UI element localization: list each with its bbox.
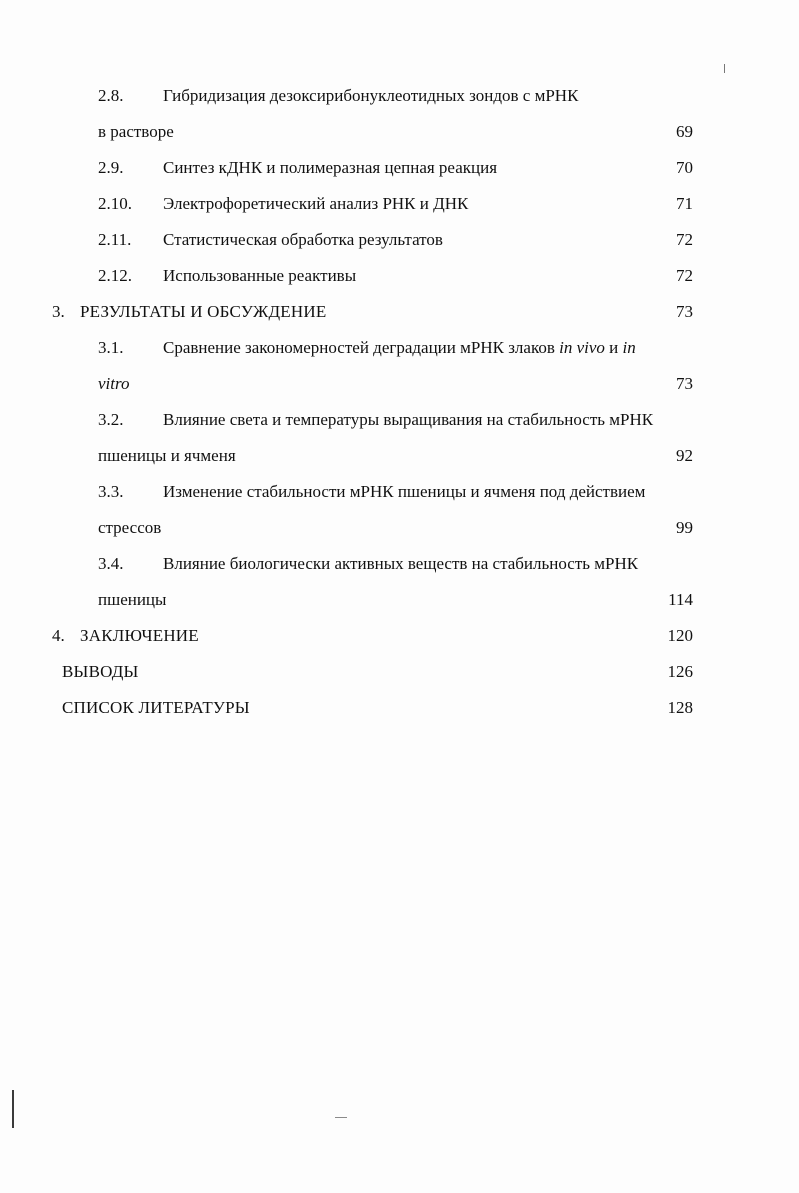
- toc-entry: [0, 186, 799, 222]
- toc-entry-page: 73: [676, 374, 693, 393]
- toc-entry-number: 2.11.: [98, 230, 132, 249]
- toc-entry-number: 4.: [52, 626, 65, 645]
- toc-entry-number: 3.: [52, 302, 65, 321]
- toc-entry-page: 73: [676, 302, 693, 321]
- toc-title-italic: in: [622, 338, 636, 357]
- toc-entry-title: Статистическая обработка результатов: [163, 230, 443, 249]
- toc-entry-title: ЗАКЛЮЧЕНИЕ: [80, 626, 199, 645]
- toc-entry-page: 70: [676, 158, 693, 177]
- toc-entry-number: 2.9.: [98, 158, 124, 177]
- toc-entry-title: ВЫВОДЫ: [62, 662, 139, 681]
- toc-entry-page: 120: [667, 626, 693, 645]
- toc-entry-page: 128: [667, 698, 693, 717]
- scan-edge-mark-left: [12, 1090, 14, 1128]
- toc-entry: [0, 294, 799, 330]
- toc-entry: [0, 150, 799, 186]
- toc-entry-title: Гибридизация дезоксирибонуклеотидных зондов с мРНК: [163, 86, 579, 105]
- toc-entry: [0, 546, 799, 618]
- toc-title-italic: in vivo: [559, 338, 605, 357]
- toc-entry-title: РЕЗУЛЬТАТЫ И ОБСУЖДЕНИЕ: [80, 302, 327, 321]
- toc-entry-number: 3.4.: [98, 554, 124, 573]
- toc-entry: [0, 258, 799, 294]
- toc-entry-title: Влияние света и температуры выращивания на стабильность мРНК: [163, 410, 654, 429]
- toc-entry-number: 3.3.: [98, 482, 124, 501]
- toc-entry-continuation: пшеницы: [98, 590, 167, 609]
- toc-entry-title: Электрофоретический анализ РНК и ДНК: [163, 194, 469, 213]
- toc-entry-continuation: vitro: [98, 374, 130, 393]
- toc-entry-page: 71: [676, 194, 693, 213]
- toc-entry-continuation: стрессов: [98, 518, 162, 537]
- toc-entry-title: [163, 330, 636, 366]
- toc-entry: [0, 78, 799, 150]
- toc-entry-continuation: пшеницы и ячменя: [98, 446, 236, 465]
- toc-entry-page: 126: [667, 662, 693, 681]
- toc-title-part: Сравнение закономерностей деградации мРНК злаков: [163, 338, 560, 357]
- page-edge-mark-top: [724, 64, 725, 73]
- toc-entry: [0, 474, 799, 546]
- toc-entry-page: 72: [676, 266, 693, 285]
- toc-entry: [0, 654, 799, 690]
- toc-entry-title: Синтез кДНК и полимеразная цепная реакция: [163, 158, 498, 177]
- toc-entry: [0, 330, 799, 402]
- toc-entry-page: 99: [676, 518, 693, 537]
- toc-entry-title: Изменение стабильности мРНК пшеницы и ячменя под действием: [163, 482, 646, 501]
- toc-entry: [0, 222, 799, 258]
- toc-entry-title: Использованные реактивы: [163, 266, 357, 285]
- toc-entry-page: 114: [668, 590, 693, 609]
- toc-entry: [0, 618, 799, 654]
- toc-entry-page: 69: [676, 122, 693, 141]
- toc-entry-number: 2.12.: [98, 266, 132, 285]
- toc-entry-continuation: в растворе: [98, 122, 174, 141]
- scan-edge-mark-bottom: [335, 1117, 347, 1118]
- toc-entry-page: 72: [676, 230, 693, 249]
- toc-entry-number: 3.1.: [98, 338, 124, 357]
- toc-entry: [0, 402, 799, 474]
- toc-entry-number: 2.10.: [98, 194, 132, 213]
- toc-entry: [0, 690, 799, 726]
- toc-entry-number: 2.8.: [98, 86, 124, 105]
- toc-title-part: и: [604, 338, 623, 357]
- toc-entry-title: СПИСОК ЛИТЕРАТУРЫ: [62, 698, 250, 717]
- toc-entry-page: 92: [676, 446, 693, 465]
- toc-entry-number: 3.2.: [98, 410, 124, 429]
- table-of-contents: [0, 78, 799, 726]
- toc-entry-title: Влияние биологически активных веществ на стабильность мРНК: [163, 554, 639, 573]
